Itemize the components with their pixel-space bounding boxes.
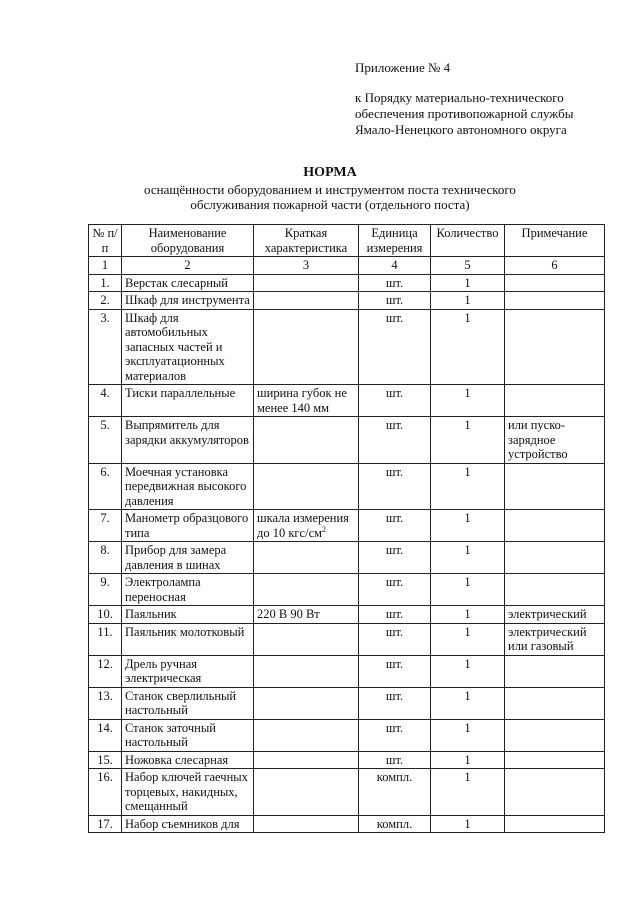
cell-qty [431, 385, 505, 417]
cell-unit-text: компл. [376, 816, 413, 831]
cell-desc [254, 385, 359, 417]
cell-unit [359, 510, 431, 542]
cell-unit-text: компл. [376, 770, 413, 784]
cell-name [122, 309, 254, 385]
cell-num [89, 751, 122, 769]
cell-qty [431, 292, 505, 310]
table-row [89, 623, 605, 655]
cell-name-text: Паяльник [125, 607, 177, 621]
cell-qty [431, 606, 505, 624]
table-row [89, 542, 605, 574]
cell-qty-text: 1 [464, 511, 471, 525]
cell-unit [359, 542, 431, 574]
cell-name-text: Дрель ручная электрическая [125, 656, 202, 685]
cell-name-text: Станок заточный настольный [125, 720, 216, 749]
cell-num-text: 3. [100, 310, 110, 325]
cell-unit-text: шт. [385, 688, 404, 703]
cell-desc [254, 574, 359, 606]
cell-name [122, 274, 254, 292]
cell-desc [254, 463, 359, 510]
cell-qty-text: 1 [464, 770, 471, 784]
cell-unit-text: шт. [385, 624, 404, 639]
table-row [89, 655, 605, 687]
cell-num [89, 510, 122, 542]
document-subtitle-line: оснащённости оборудованием и инструментом поста технического [144, 182, 516, 197]
document-heading [80, 165, 580, 212]
cell-note [505, 542, 605, 574]
table-row [89, 815, 605, 833]
header-name: Наименование оборудования [122, 225, 254, 257]
cell-unit [359, 463, 431, 510]
column-index: 5 [431, 257, 505, 275]
cell-name-text: Манометр образцового типа [125, 511, 249, 540]
cell-name [122, 606, 254, 624]
cell-note [505, 719, 605, 751]
cell-unit-text: шт. [385, 543, 404, 557]
cell-qty [431, 751, 505, 769]
table-row [89, 687, 605, 719]
cell-unit [359, 274, 431, 292]
cell-num [89, 574, 122, 606]
cell-name [122, 510, 254, 542]
table-row [89, 751, 605, 769]
cell-unit [359, 574, 431, 606]
cell-qty [431, 623, 505, 655]
header-qty: Количество [431, 225, 505, 257]
cell-desc [254, 417, 359, 464]
cell-note [505, 751, 605, 769]
header-note: Примечание [505, 225, 605, 257]
cell-qty [431, 655, 505, 687]
cell-num-text: 14. [97, 720, 113, 735]
cell-desc [254, 687, 359, 719]
document-title: НОРМА [303, 165, 357, 180]
cell-desc [254, 542, 359, 574]
table-header-row [89, 225, 605, 257]
cell-num [89, 274, 122, 292]
table-row [89, 574, 605, 606]
cell-desc [254, 751, 359, 769]
cell-unit-text: шт. [385, 464, 404, 479]
cell-qty [431, 574, 505, 606]
cell-unit-text: шт. [385, 575, 404, 589]
cell-qty [431, 542, 505, 574]
table-row [89, 385, 605, 417]
cell-num-text: 5. [100, 418, 110, 432]
column-index-row [89, 257, 605, 275]
cell-note [505, 687, 605, 719]
cell-name-text: Выпрямитель для зарядки аккумуляторов [125, 418, 249, 447]
header-desc: Краткая характеристика [254, 225, 359, 257]
column-index: 4 [359, 257, 431, 275]
cell-name-text: Электролампа переносная [125, 575, 201, 604]
cell-name [122, 687, 254, 719]
cell-unit [359, 655, 431, 687]
cell-num [89, 623, 122, 655]
cell-qty-text: 1 [464, 624, 471, 639]
cell-num [89, 815, 122, 833]
cell-note [505, 510, 605, 542]
cell-qty [431, 815, 505, 833]
cell-qty [431, 769, 505, 816]
cell-qty-text: 1 [464, 275, 471, 290]
cell-name-text: Моечная установка передвижная высокого давления [125, 464, 247, 508]
cell-desc [254, 309, 359, 385]
column-index: 1 [89, 257, 122, 275]
cell-num [89, 769, 122, 816]
cell-num-text: 16. [97, 770, 113, 784]
cell-name-text: Шкаф для автомобильных запасных частей и эксплуатационных материалов [125, 310, 225, 383]
table-row [89, 309, 605, 385]
cell-num [89, 606, 122, 624]
cell-num-text: 6. [100, 464, 110, 479]
table-row [89, 510, 605, 542]
cell-note [505, 463, 605, 510]
cell-desc-text: ширина губок не менее 140 мм [257, 386, 347, 415]
cell-qty-text: 1 [464, 688, 471, 703]
cell-num [89, 385, 122, 417]
cell-name [122, 655, 254, 687]
cell-name-text: Шкаф для инструмента [125, 293, 250, 307]
cell-num-text: 12. [97, 656, 113, 671]
table-row [89, 274, 605, 292]
cell-name-text: Ножовка слесарная [125, 752, 229, 767]
cell-num [89, 687, 122, 719]
appendix-title: Приложение № 4 [355, 60, 451, 75]
cell-qty-text: 1 [464, 752, 471, 767]
cell-unit-text: шт. [385, 275, 404, 290]
cell-qty-text: 1 [464, 418, 471, 432]
cell-desc [254, 274, 359, 292]
cell-desc [254, 606, 359, 624]
cell-num [89, 417, 122, 464]
cell-num [89, 463, 122, 510]
appendix-block [355, 60, 573, 138]
cell-num-text: 1. [100, 275, 110, 290]
cell-name-text: Набор съемников для [125, 816, 240, 831]
cell-qty [431, 417, 505, 464]
cell-num-text: 11. [97, 624, 113, 639]
cell-note [505, 815, 605, 833]
cell-num-text: 13. [97, 688, 113, 703]
cell-desc [254, 769, 359, 816]
table-row [89, 719, 605, 751]
table-row [89, 417, 605, 464]
appendix-line: к Порядку материально-технического [355, 90, 564, 105]
appendix-line: обеспечения противопожарной службы [355, 106, 574, 121]
cell-name-text: Прибор для замера давления в шинах [125, 543, 227, 572]
cell-qty-text: 1 [464, 543, 471, 557]
cell-qty-text: 1 [464, 464, 471, 479]
table-row [89, 463, 605, 510]
cell-unit-text: шт. [385, 656, 404, 671]
cell-name-text: Набор ключей гаечных торцевых, накидных, смещанный [125, 770, 248, 813]
cell-qty [431, 309, 505, 385]
cell-desc [254, 719, 359, 751]
cell-name-text: Тиски параллельные [125, 386, 236, 400]
cell-unit [359, 623, 431, 655]
cell-qty-text: 1 [464, 607, 471, 621]
cell-desc [254, 623, 359, 655]
cell-name [122, 542, 254, 574]
cell-note [505, 417, 605, 464]
table-row [89, 606, 605, 624]
cell-note [505, 309, 605, 385]
cell-name [122, 574, 254, 606]
cell-qty [431, 274, 505, 292]
cell-qty-text: 1 [464, 386, 471, 400]
cell-unit-text: шт. [385, 752, 404, 767]
cell-qty-text: 1 [464, 310, 471, 325]
cell-unit [359, 769, 431, 816]
cell-unit [359, 309, 431, 385]
cell-num-text: 10. [97, 607, 113, 621]
cell-unit [359, 751, 431, 769]
cell-unit-text: шт. [385, 386, 404, 400]
cell-note [505, 606, 605, 624]
cell-desc-text: шкала измерения до 10 кгс/см [257, 511, 349, 540]
cell-note-text: электрический или газовый [508, 624, 587, 653]
cell-desc [254, 292, 359, 310]
cell-name [122, 815, 254, 833]
cell-name-text: Верстак слесарный [125, 275, 228, 290]
cell-note [505, 292, 605, 310]
cell-name-text: Паяльник молотковый [125, 624, 245, 639]
cell-num [89, 542, 122, 574]
cell-qty [431, 463, 505, 510]
equipment-norm-table [88, 224, 605, 833]
cell-name [122, 769, 254, 816]
cell-unit-text: шт. [385, 418, 404, 432]
cell-name-text: Станок сверлильный настольный [125, 688, 237, 717]
cell-unit-text: шт. [385, 293, 404, 307]
cell-note [505, 574, 605, 606]
cell-unit-text: шт. [385, 607, 404, 621]
cell-qty [431, 510, 505, 542]
cell-num-text: 7. [100, 511, 110, 525]
cell-num [89, 292, 122, 310]
cell-desc [254, 655, 359, 687]
cell-note [505, 385, 605, 417]
column-index: 6 [505, 257, 605, 275]
cell-unit [359, 606, 431, 624]
cell-unit [359, 719, 431, 751]
cell-qty [431, 687, 505, 719]
cell-num-text: 4. [100, 386, 110, 400]
cell-qty-text: 1 [464, 720, 471, 735]
cell-qty-text: 1 [464, 816, 471, 831]
cell-num [89, 655, 122, 687]
cell-desc-text: 220 В 90 Вт [257, 607, 320, 621]
cell-qty [431, 719, 505, 751]
table-body [89, 274, 605, 833]
column-index: 2 [122, 257, 254, 275]
cell-unit [359, 815, 431, 833]
cell-unit [359, 292, 431, 310]
cell-note [505, 769, 605, 816]
cell-note-text: электрический [508, 607, 587, 621]
cell-qty-text: 1 [464, 575, 471, 589]
cell-unit [359, 687, 431, 719]
cell-note [505, 274, 605, 292]
cell-unit [359, 417, 431, 464]
cell-desc [254, 510, 359, 542]
table-row [89, 292, 605, 310]
cell-desc [254, 815, 359, 833]
cell-unit-text: шт. [385, 720, 404, 735]
cell-unit [359, 385, 431, 417]
cell-name [122, 463, 254, 510]
cell-num [89, 719, 122, 751]
cell-num-text: 8. [100, 543, 110, 557]
cell-unit-text: шт. [385, 310, 404, 325]
cell-note [505, 623, 605, 655]
table-row [89, 769, 605, 816]
column-index: 3 [254, 257, 359, 275]
header-unit: Единица измерения [359, 225, 431, 257]
cell-name [122, 385, 254, 417]
cell-name [122, 292, 254, 310]
cell-name [122, 623, 254, 655]
superscript: 2 [322, 524, 327, 534]
cell-qty-text: 1 [464, 293, 471, 307]
cell-note-text: или пуско-зарядное устройство [508, 418, 568, 461]
cell-note [505, 655, 605, 687]
appendix-line: Ямало-Ненецкого автономного округа [355, 122, 567, 137]
cell-num [89, 309, 122, 385]
cell-qty-text: 1 [464, 656, 471, 671]
header-num: № п/п [89, 225, 122, 257]
cell-num-text: 9. [100, 575, 110, 589]
cell-name [122, 719, 254, 751]
cell-num-text: 15. [97, 752, 113, 767]
cell-num-text: 17. [97, 816, 113, 831]
cell-name [122, 417, 254, 464]
cell-num-text: 2. [100, 293, 110, 307]
cell-name [122, 751, 254, 769]
cell-unit-text: шт. [385, 511, 404, 525]
document-subtitle-line: обслуживания пожарной части (отдельного поста) [190, 197, 470, 212]
